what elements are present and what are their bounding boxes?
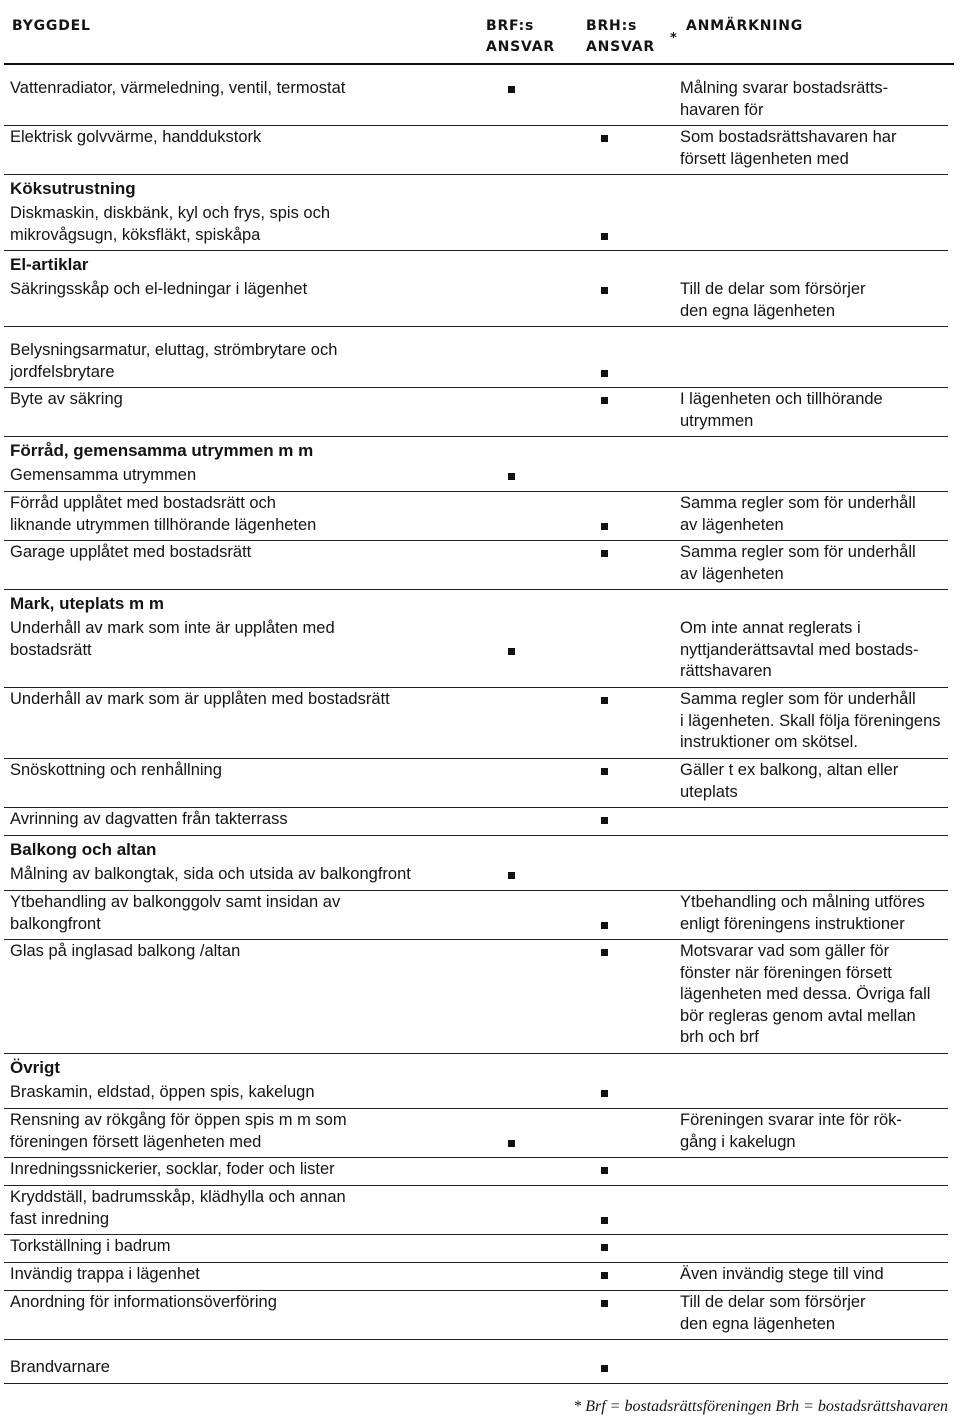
part-label: Underhåll av mark som inte är upplåten med bostadsrätt bbox=[10, 619, 335, 659]
brh-responsibility-mark bbox=[601, 817, 608, 824]
part-label: Garage upplåtet med bostadsrätt bbox=[10, 543, 252, 561]
section-title: El-artiklar bbox=[10, 255, 89, 274]
brh-responsibility-mark bbox=[601, 1167, 608, 1174]
brh-responsibility-mark bbox=[601, 233, 608, 240]
row-divider bbox=[4, 174, 948, 175]
part-label: Avrinning av dagvatten från takterrass bbox=[10, 810, 288, 828]
part-label: Anordning för informationsöverföring bbox=[10, 1293, 277, 1311]
part-label: Målning av balkongtak, sida och utsida av balkongfront bbox=[10, 865, 411, 883]
part-label: Kryddställ, badrumsskåp, klädhylla och annan fast inredning bbox=[10, 1188, 346, 1228]
part-label: Elektrisk golvvärme, handdukstork bbox=[10, 128, 262, 146]
column-header-note: ANMÄRKNING bbox=[686, 18, 804, 34]
section-row bbox=[0, 591, 960, 618]
brh-responsibility-mark bbox=[601, 1217, 608, 1224]
part-label: Ytbehandling av balkonggolv samt insidan av balkongfront bbox=[10, 893, 341, 933]
brh-responsibility-mark bbox=[601, 697, 608, 704]
table-row bbox=[0, 941, 960, 1055]
remark-text: Även invändig stege till vind bbox=[680, 1265, 884, 1283]
table-row bbox=[0, 340, 960, 389]
table-row bbox=[0, 1159, 960, 1187]
brh-responsibility-mark bbox=[601, 135, 608, 142]
table-row bbox=[0, 389, 960, 438]
brh-responsibility-mark bbox=[601, 1300, 608, 1307]
table-row bbox=[0, 864, 960, 892]
brf-responsibility-mark bbox=[508, 86, 515, 93]
part-label: Invändig trappa i lägenhet bbox=[10, 1265, 200, 1283]
part-label: Inredningssnickerier, socklar, foder och lister bbox=[10, 1160, 335, 1178]
section-title: Köksutrustning bbox=[10, 179, 136, 198]
column-header-brf-line2: ANSVAR bbox=[486, 39, 555, 55]
row-divider bbox=[4, 758, 948, 759]
row-divider bbox=[4, 589, 948, 590]
row-divider bbox=[4, 1053, 948, 1054]
table-row bbox=[0, 279, 960, 328]
column-header-brf bbox=[486, 16, 566, 58]
column-header-brf-line1: BRF:s bbox=[486, 18, 535, 34]
table-row bbox=[0, 493, 960, 542]
brh-responsibility-mark bbox=[601, 949, 608, 956]
table-header bbox=[0, 0, 960, 66]
part-label: Brandvarnare bbox=[10, 1358, 110, 1376]
row-divider bbox=[4, 1383, 948, 1384]
table-row bbox=[0, 465, 960, 493]
section-title: Balkong och altan bbox=[10, 840, 157, 859]
row-divider bbox=[4, 835, 948, 836]
brf-responsibility-mark bbox=[508, 1140, 515, 1147]
row-divider bbox=[4, 540, 948, 541]
brh-responsibility-mark bbox=[601, 397, 608, 404]
column-header-note-star: * bbox=[670, 31, 678, 46]
part-label: Rensning av rökgång för öppen spis m m som föreningen försett lägenheten med bbox=[10, 1111, 347, 1151]
header-divider bbox=[4, 63, 954, 65]
table-row bbox=[0, 1187, 960, 1236]
row-divider bbox=[4, 687, 948, 688]
row-divider bbox=[4, 1339, 948, 1340]
part-label: Belysningsarmatur, eluttag, strömbrytare och jordfelsbrytare bbox=[10, 341, 338, 381]
remark-text: Som bostadsrättshavaren har försett lägenheten med bbox=[680, 128, 897, 168]
column-header-brh-line2: ANSVAR bbox=[586, 39, 655, 55]
column-header-brh-line1: BRH:s bbox=[586, 18, 638, 34]
remark-text: Samma regler som för underhåll av lägenheten bbox=[680, 494, 916, 534]
part-label: Diskmaskin, diskbänk, kyl och frys, spis och mikrovågsugn, köksfläkt, spiskåpa bbox=[10, 204, 331, 244]
part-label: Braskamin, eldstad, öppen spis, kakelugn bbox=[10, 1083, 315, 1101]
section-title: Förråd, gemensamma utrymmen m m bbox=[10, 441, 314, 460]
table-row bbox=[0, 760, 960, 809]
table-row bbox=[0, 1357, 960, 1385]
row-divider bbox=[4, 436, 948, 437]
remark-text: Motsvarar vad som gäller för fönster när föreningen försett lägenheten med dessa. Övriga fall bör regleras genom avtal mellan brh och brf bbox=[680, 942, 931, 1046]
row-divider bbox=[4, 939, 948, 940]
brh-responsibility-mark bbox=[601, 1090, 608, 1097]
table-row bbox=[0, 809, 960, 837]
table-row bbox=[0, 1264, 960, 1292]
brh-responsibility-mark bbox=[601, 523, 608, 530]
section-row bbox=[0, 837, 960, 864]
part-label: Glas på inglasad balkong /altan bbox=[10, 942, 241, 960]
brh-responsibility-mark bbox=[601, 1365, 608, 1372]
row-divider bbox=[4, 387, 948, 388]
row-divider bbox=[4, 326, 948, 327]
part-label: Gemensamma utrymmen bbox=[10, 466, 197, 484]
section-row bbox=[0, 252, 960, 279]
table-row bbox=[0, 1236, 960, 1264]
part-label: Säkringsskåp och el-ledningar i lägenhet bbox=[10, 280, 308, 298]
table-row bbox=[0, 542, 960, 591]
remark-text: I lägenheten och tillhörande utrymmen bbox=[680, 390, 883, 430]
remark-text: Samma regler som för underhåll av lägenheten bbox=[680, 543, 916, 583]
table-row bbox=[0, 1082, 960, 1110]
table-row bbox=[0, 1292, 960, 1341]
table-row bbox=[0, 127, 960, 176]
part-label: Byte av säkring bbox=[10, 390, 123, 408]
row-divider bbox=[4, 125, 948, 126]
remark-text: Till de delar som försörjer den egna lägenheten bbox=[680, 280, 866, 320]
row-divider bbox=[4, 491, 948, 492]
brf-responsibility-mark bbox=[508, 648, 515, 655]
section-title: Övrigt bbox=[10, 1058, 61, 1077]
table-row bbox=[0, 78, 960, 127]
brh-responsibility-mark bbox=[601, 1272, 608, 1279]
table-row bbox=[0, 618, 960, 689]
row-divider bbox=[4, 1234, 948, 1235]
remark-text: Om inte annat reglerats i nyttjanderättsavtal med bostads- rättshavaren bbox=[680, 619, 919, 680]
remark-text: Ytbehandling och målning utföres enligt föreningens instruktioner bbox=[680, 893, 925, 933]
row-divider bbox=[4, 890, 948, 891]
part-label: Vattenradiator, värmeledning, ventil, termostat bbox=[10, 79, 346, 97]
footnote: * Brf = bostadsrättsföreningen Brh = bostadsrättshavaren bbox=[573, 1398, 948, 1415]
table-row bbox=[0, 1110, 960, 1159]
table-row bbox=[0, 689, 960, 760]
row-divider bbox=[4, 250, 948, 251]
brh-responsibility-mark bbox=[601, 768, 608, 775]
row-divider bbox=[4, 1290, 948, 1291]
remark-text: Samma regler som för underhåll i lägenheten. Skall följa föreningens instruktioner om skötsel. bbox=[680, 690, 941, 751]
brh-responsibility-mark bbox=[601, 550, 608, 557]
row-divider bbox=[4, 807, 948, 808]
brh-responsibility-mark bbox=[601, 287, 608, 294]
brf-responsibility-mark bbox=[508, 473, 515, 480]
table-row bbox=[0, 203, 960, 252]
row-divider bbox=[4, 1108, 948, 1109]
part-label: Snöskottning och renhållning bbox=[10, 761, 222, 779]
row-divider bbox=[4, 1157, 948, 1158]
part-label: Underhåll av mark som är upplåten med bostadsrätt bbox=[10, 690, 390, 708]
part-label: Förråd upplåtet med bostadsrätt och liknande utrymmen tillhörande lägenheten bbox=[10, 494, 317, 534]
remark-text: Gäller t ex balkong, altan eller uteplats bbox=[680, 761, 899, 801]
responsibility-table bbox=[0, 66, 960, 1396]
column-header-brh bbox=[586, 16, 666, 58]
remark-text: Föreningen svarar inte för rök- gång i kakelugn bbox=[680, 1111, 902, 1151]
brh-responsibility-mark bbox=[601, 1244, 608, 1251]
row-divider bbox=[4, 1262, 948, 1263]
section-row bbox=[0, 176, 960, 203]
column-header-part: BYGGDEL bbox=[12, 18, 91, 34]
section-row bbox=[0, 1055, 960, 1082]
brh-responsibility-mark bbox=[601, 370, 608, 377]
remark-text: Målning svarar bostadsrätts- havaren för bbox=[680, 79, 889, 119]
row-divider bbox=[4, 1185, 948, 1186]
brf-responsibility-mark bbox=[508, 872, 515, 879]
remark-text: Till de delar som försörjer den egna lägenheten bbox=[680, 1293, 866, 1333]
table-row bbox=[0, 892, 960, 941]
part-label: Torkställning i badrum bbox=[10, 1237, 171, 1255]
section-row bbox=[0, 438, 960, 465]
section-title: Mark, uteplats m m bbox=[10, 594, 164, 613]
brh-responsibility-mark bbox=[601, 922, 608, 929]
